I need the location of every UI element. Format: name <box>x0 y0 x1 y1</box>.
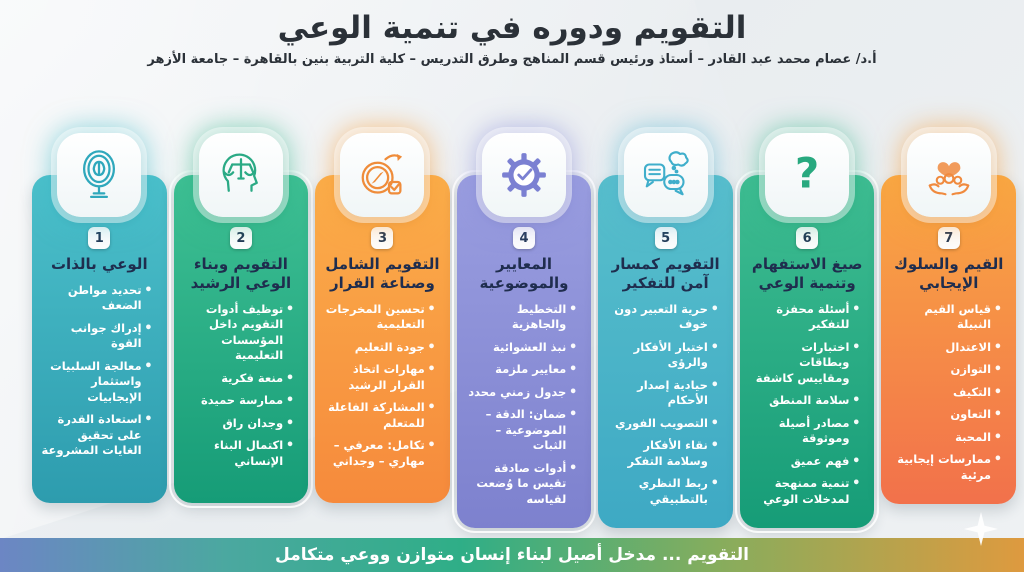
bullet-item: • إدراك جوانب القوة <box>40 321 153 352</box>
question-mark-icon <box>765 133 849 217</box>
bullet-item: • معايير ملزمة <box>465 362 578 378</box>
column-standards-objectivity <box>457 133 592 528</box>
bullet-item: • ممارسات إيجابية مرئية <box>889 452 1002 483</box>
topic-card <box>174 175 309 503</box>
bullet-item: • المشاركة الفاعلة للمتعلم <box>323 400 436 431</box>
bullet-item: • نقاء الأفكار وسلامة التفكر <box>606 438 719 469</box>
column-title: المعايير والموضوعية <box>479 255 569 292</box>
bullet-item: • استعادة القدرة على تحقيق الغايات المشروعة <box>40 412 153 459</box>
bullet-item: • ضمان: الدقة – الموضوعية – الثبات <box>465 407 578 454</box>
bullet-item: • سلامة المنطق <box>748 393 861 409</box>
number-badge: 3 <box>371 227 393 249</box>
bullet-item: • حيادية إصدار الأحكام <box>606 378 719 409</box>
topic-card <box>881 175 1016 504</box>
bullet-item: • التصويب الفوري <box>606 416 719 432</box>
number-badge: 6 <box>796 227 818 249</box>
bullet-item: • ربط النظري بالتطبيقي <box>606 476 719 507</box>
bullet-item: • اختبار الأفكار والرؤى <box>606 340 719 371</box>
bullet-item: • الاعتدال <box>889 340 1002 356</box>
head-scales-icon <box>199 133 283 217</box>
column-title: التقويم كمسار آمن للتفكير <box>611 255 720 292</box>
bullet-item: • منعة فكرية <box>182 371 295 387</box>
bullet-item: • ممارسة حميدة <box>182 393 295 409</box>
column-questioning-forms <box>740 133 875 528</box>
bullet-item: • فهم عميق <box>748 454 861 470</box>
chat-bubbles-icon <box>624 133 708 217</box>
bullet-list <box>182 302 301 477</box>
bullet-item: • وجدان راق <box>182 416 295 432</box>
footer-text: التقويم ... مدخل أصيل لبناء إنسان متوازن ووعي متكامل <box>275 545 749 565</box>
bullet-list <box>606 302 725 515</box>
column-title: التقويم الشامل وصناعة القرار <box>325 255 440 292</box>
topic-card <box>740 175 875 528</box>
column-title: الوعي بالذات <box>50 255 148 273</box>
topic-card <box>457 175 592 528</box>
footer-banner <box>0 538 1024 572</box>
svg-text:?: ? <box>794 148 820 198</box>
column-title: صيغ الاستفهام وتنمية الوعي <box>751 255 863 292</box>
column-title: التقويم وبناء الوعي الرشيد <box>190 255 292 292</box>
column-self-awareness <box>32 133 167 503</box>
bullet-item: • أسئلة محفزة للتفكير <box>748 302 861 333</box>
bullet-item: • اختبارات وبطاقات ومقاييس كاشفة <box>748 340 861 387</box>
bullet-list <box>465 302 584 515</box>
column-values-positive-behavior <box>881 133 1016 504</box>
number-badge: 1 <box>88 227 110 249</box>
sparkle-icon <box>964 512 998 550</box>
number-badge: 4 <box>513 227 535 249</box>
bullet-list <box>40 283 159 466</box>
topic-card <box>315 175 450 503</box>
bullet-item: • نبذ العشوائية <box>465 340 578 356</box>
hands-heart-icon <box>907 133 991 217</box>
bullet-item: • تنمية ممنهجة لمدخلات الوعي <box>748 476 861 507</box>
column-comprehensive-evaluation <box>315 133 450 503</box>
number-badge: 7 <box>938 227 960 249</box>
page-subtitle: أ.د/ عصام محمد عبد القادر – أستاذ ورئيس قسم المناهج وطرق التدريس – كلية التربية بنين بالقاهرة – جامعة الأزهر <box>147 52 877 67</box>
number-badge: 2 <box>230 227 252 249</box>
bullet-item: • أدوات صادقة تقيس ما وُضعت لقياسه <box>465 461 578 508</box>
compass-arrow-icon <box>340 133 424 217</box>
mirror-brain-icon <box>57 133 141 217</box>
bullet-item: • اكتمال البناء الإنساني <box>182 438 295 469</box>
column-safe-thinking-path <box>598 133 733 528</box>
bullet-item: • معالجة السلبيات واستثمار الإيجابيات <box>40 359 153 406</box>
bullet-item: • تحديد مواطن الضعف <box>40 283 153 314</box>
bullet-list <box>323 302 442 477</box>
header <box>0 0 1024 67</box>
bullet-item: • مصادر أصيلة وموثوقة <box>748 416 861 447</box>
bullet-item: • حرية التعبير دون خوف <box>606 302 719 333</box>
column-title: القيم والسلوك الإيجابي <box>894 255 1004 292</box>
bullet-item: • توظيف أدوات التقويم داخل المؤسسات التعليمية <box>182 302 295 364</box>
bullet-item: • جدول زمني محدد <box>465 385 578 401</box>
bullet-item: • تحسين المخرجات التعليمية <box>323 302 436 333</box>
bullet-item: • التخطيط والجاهزية <box>465 302 578 333</box>
bullet-item: • قياس القيم النبيلة <box>889 302 1002 333</box>
bullet-item: • التوازن <box>889 362 1002 378</box>
bullet-item: • التعاون <box>889 407 1002 423</box>
bullet-item: • جودة التعليم <box>323 340 436 356</box>
column-rational-awareness <box>174 133 309 503</box>
page-title: التقويم ودوره في تنمية الوعي <box>277 10 747 46</box>
number-badge: 5 <box>655 227 677 249</box>
gear-check-icon <box>482 133 566 217</box>
bullet-item: • مهارات اتخاذ القرار الرشيد <box>323 362 436 393</box>
bullet-item: • التكيف <box>889 385 1002 401</box>
columns-row <box>32 133 1016 528</box>
bullet-list <box>889 302 1008 491</box>
bullet-item: • تكامل: معرفي – مهاري – وجداني <box>323 438 436 469</box>
bullet-item: • المحبة <box>889 430 1002 446</box>
bullet-list <box>748 302 867 515</box>
topic-card <box>32 175 167 503</box>
topic-card <box>598 175 733 528</box>
